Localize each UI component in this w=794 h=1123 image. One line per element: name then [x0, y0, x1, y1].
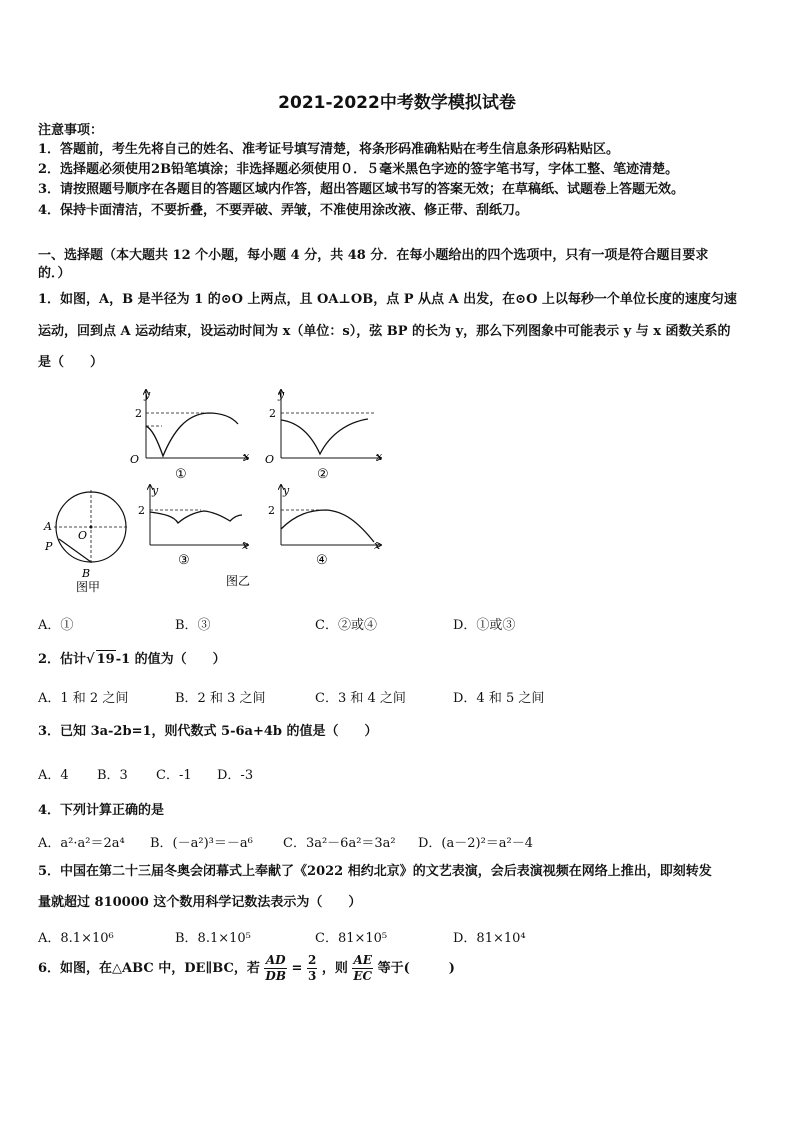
page-title: 2021-2022中考数学模拟试卷	[278, 93, 516, 113]
q2-option-b[interactable]: B．2 和 3 之间	[175, 691, 266, 706]
graph-4	[268, 484, 381, 568]
figure-caption-right: 图乙	[226, 574, 251, 588]
q1-stem-line3: 是（ ）	[38, 355, 104, 370]
q3-option-b[interactable]: B．3	[97, 768, 128, 783]
graph-4-tick-2: 2	[268, 504, 275, 517]
q6-fraction-ae-ec: $\frac{AE}{EC}$	[353, 953, 373, 983]
graph-1-y-label: y	[144, 388, 151, 401]
section-heading-line1: 一、选择题（本大题共 12 个小题，每小题 4 分，共 48 分．在每小题给出的四个选项中，只有一项是符合题目要求	[38, 248, 709, 263]
q3-option-a[interactable]: A．4	[38, 768, 69, 783]
point-p-label: P	[45, 540, 53, 553]
q1-figure	[36, 384, 386, 594]
q2-option-d[interactable]: D．4 和 5 之间	[453, 691, 545, 706]
q2-stem	[38, 650, 226, 669]
q4-option-b[interactable]: B．(－a²)³＝－a⁶	[150, 836, 253, 851]
q5-option-b[interactable]: B．8.1×10⁵	[175, 931, 251, 946]
graph-2-label: ②	[317, 467, 329, 482]
q6-prefix: 6．如图，在△ABC 中，DE∥BC，若	[38, 961, 260, 976]
circle-diagram	[43, 490, 128, 594]
q3-stem: 3．已知 3a-2b=1，则代数式 5-6a+4b 的值是（ ）	[38, 724, 378, 739]
q3-option-d[interactable]: D．-3	[217, 768, 254, 783]
graph-1-x-label: x	[243, 450, 250, 463]
point-a-label: A	[44, 520, 52, 533]
q5-stem-line1: 5．中国在第二十三届冬奥会闭幕式上奉献了《2022 相约北京》的文艺表演，会后表演视频在网络上推出，即刻转发	[38, 864, 712, 879]
figure-caption-left: 图甲	[76, 580, 101, 594]
q6-equals: =	[291, 961, 303, 976]
q2-option-a[interactable]: A．1 和 2 之间	[38, 691, 129, 706]
q6-fraction-2-3: $\frac{2}{3}$	[307, 953, 317, 983]
graph-2-origin: O	[265, 453, 275, 466]
section-heading-line2: 的．）	[38, 266, 71, 281]
notice-item-4: 4．保持卡面清洁，不要折叠，不要弄破、弄皱，不准使用涂改液、修正带、刮纸刀。	[38, 203, 529, 218]
graph-3	[138, 484, 250, 588]
graph-3-x-label: x	[242, 539, 249, 552]
graph-1	[130, 388, 250, 482]
graph-4-x-label: x	[374, 539, 381, 552]
q1-option-a[interactable]: A．①	[38, 618, 74, 633]
q6-suffix: 等于( )	[377, 961, 455, 976]
q4-option-d[interactable]: D．(a－2)²＝a²－4	[418, 836, 534, 851]
graph-1-label: ①	[175, 467, 187, 482]
q5-option-a[interactable]: A．8.1×10⁶	[38, 931, 114, 946]
q2-option-c[interactable]: C．3 和 4 之间	[315, 691, 406, 706]
notice-item-1: 1．答题前，考生先将自己的姓名、准考证号填写清楚，将条形码准确粘贴在考生信息条形码粘贴区。	[38, 142, 620, 157]
graph-2-tick-2: 2	[269, 407, 276, 420]
notice-heading: 注意事项：	[38, 123, 104, 138]
q5-option-d[interactable]: D．81×10⁴	[453, 931, 526, 946]
q1-option-c[interactable]: C．②或④	[315, 618, 377, 633]
graph-3-tick-2: 2	[138, 504, 145, 517]
point-b-label: B	[82, 567, 91, 580]
notice-item-2: 2．选择题必须使用2B铅笔填涂；非选择题必须使用０．５毫米黑色字迹的签字笔书写，字体工整、笔迹清楚。	[38, 162, 679, 177]
q2-radicand: 19	[96, 652, 115, 667]
graph-2-x-label: x	[376, 450, 383, 463]
graph-2	[265, 388, 383, 482]
q6-fraction-ad-db: $\frac{AD}{DB}$	[265, 953, 286, 983]
q6-stem	[38, 952, 455, 986]
point-o-label: O	[78, 529, 88, 542]
graph-4-label: ④	[316, 553, 328, 568]
q4-stem: 4．下列计算正确的是	[38, 803, 165, 818]
notice-item-3: 3．请按照题号顺序在各题目的答题区域内作答，超出答题区域书写的答案无效；在草稿纸、试题卷上答题无效。	[38, 182, 685, 197]
q2-suffix: -1 的值为（ ）	[115, 652, 226, 667]
q1-option-d[interactable]: D．①或③	[453, 618, 516, 633]
q5-stem-line2: 量就超过 810000 这个数用科学记数法表示为（ ）	[38, 895, 362, 910]
graph-3-y-label: y	[152, 484, 159, 497]
q2-prefix: 2．估计	[38, 652, 87, 667]
graph-3-label: ③	[178, 553, 190, 568]
q6-mid: ，则	[321, 961, 348, 976]
sqrt-symbol: √	[86, 652, 95, 667]
graph-4-y-label: y	[283, 484, 290, 497]
q1-stem-line2: 运动，回到点 A 运动结束，设运动时间为 x（单位：s），弦 BP 的长为 y，那么下列图象中可能表示 y 与 x 函数关系的	[38, 324, 731, 339]
q5-option-c[interactable]: C．81×10⁵	[315, 931, 388, 946]
q4-option-a[interactable]: A．a²·a²＝2a⁴	[38, 836, 125, 851]
q4-option-c[interactable]: C．3a²－6a²＝3a²	[283, 836, 396, 851]
graph-1-tick-2: 2	[135, 407, 142, 420]
q3-option-c[interactable]: C．-1	[156, 768, 192, 783]
q1-option-b[interactable]: B．③	[175, 618, 211, 633]
graph-1-origin: O	[130, 453, 140, 466]
graph-2-y-label: y	[278, 388, 285, 401]
q1-stem-line1: 1．如图，A，B 是半径为 1 的⊙O 上两点，且 OA⊥OB，点 P 从点 A 出发，在⊙O 上以每秒一个单位长度的速度匀速	[38, 292, 737, 307]
